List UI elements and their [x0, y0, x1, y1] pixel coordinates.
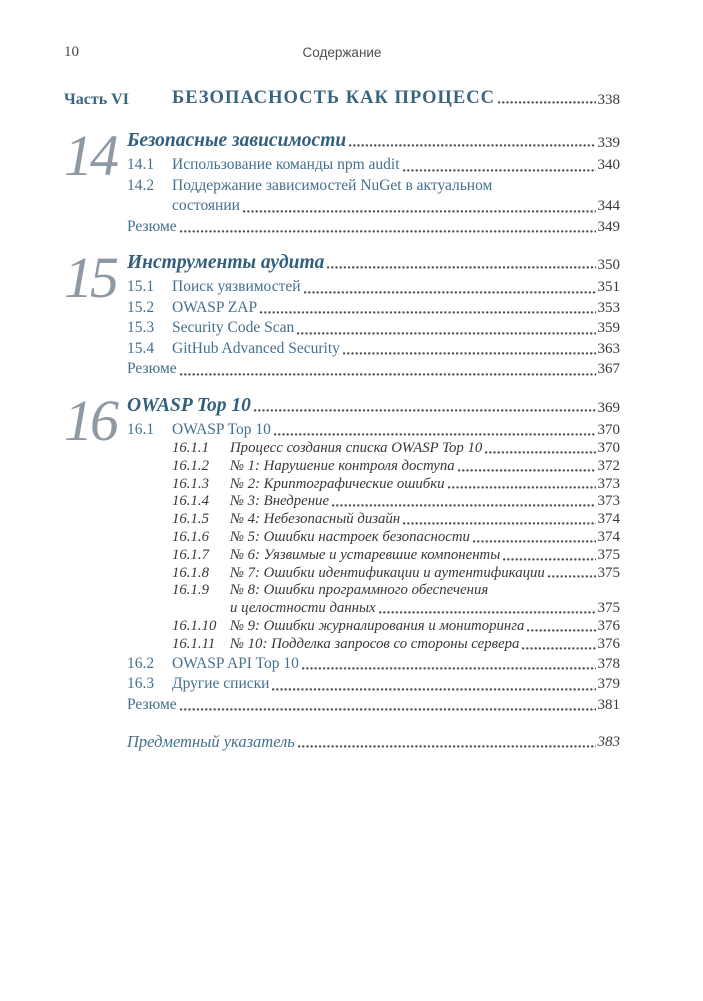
toc-entry — [127, 176, 620, 197]
entry-page: 375 — [597, 564, 620, 581]
entry-number: 16.1.4 — [172, 493, 209, 510]
entry-page: 381 — [597, 696, 620, 713]
chapter-title: Инструменты аудита — [127, 252, 325, 273]
entry-title: OWASP ZAP — [172, 298, 258, 316]
entry-number: 16.1.5 — [172, 511, 209, 528]
toc-entry-continuation — [172, 196, 620, 217]
folio-page-number: 10 — [64, 44, 79, 60]
dot-leader — [522, 647, 595, 650]
entry-page: 340 — [597, 157, 620, 173]
dot-leader — [254, 409, 596, 412]
entry-title: OWASP Top 10 — [172, 420, 271, 438]
entry-page: 376 — [597, 635, 620, 652]
dot-leader — [527, 629, 595, 632]
toc-entry — [127, 155, 620, 176]
dot-leader — [349, 144, 595, 147]
entry-page: 372 — [597, 457, 620, 474]
index-title: Предметный указатель — [127, 732, 295, 752]
chapter-page-number: 350 — [597, 257, 620, 273]
chapter-14-body — [127, 129, 620, 237]
entry-title: № 5: Ошибки настроек безопасности — [230, 528, 470, 545]
entry-page: 375 — [597, 600, 620, 617]
entry-title: Процесс создания списка OWASP Top 10 — [230, 440, 483, 456]
entry-title: Резюме — [127, 217, 177, 235]
dot-leader — [379, 611, 596, 614]
dot-leader — [243, 210, 596, 213]
dot-leader — [332, 504, 595, 507]
entry-title: № 7: Ошибки идентификации и аутентификации — [230, 564, 545, 581]
part-title: БЕЗОПАСНОСТЬ КАК ПРОЦЕСС — [172, 88, 495, 108]
entry-page: 373 — [597, 493, 620, 510]
entry-title: Поддержание зависимостей NuGet в актуальном — [172, 176, 493, 194]
entry-page: 359 — [597, 320, 620, 336]
index-page-number: 383 — [597, 734, 620, 751]
dot-leader — [272, 688, 595, 691]
dot-leader — [302, 667, 596, 670]
toc-subentry — [172, 565, 620, 583]
chapter-14-title-row — [127, 129, 620, 152]
entry-page: 370 — [597, 421, 620, 438]
toc-subentry — [172, 529, 620, 547]
dot-leader — [458, 469, 596, 472]
dot-leader — [503, 558, 595, 561]
entry-title: № 8: Ошибки программного обеспечения — [230, 582, 489, 599]
chapter-14-numeral: 14 — [64, 123, 116, 188]
entry-page: 378 — [597, 655, 620, 672]
entry-number: 16.1.10 — [172, 617, 217, 634]
toc-subentry — [172, 511, 620, 529]
entry-title-continuation: и целостности данных — [230, 600, 376, 617]
entry-number: 16.1.11 — [172, 635, 216, 652]
dot-leader — [180, 373, 596, 376]
dot-leader — [180, 230, 596, 233]
entry-title: Другие списки — [172, 675, 270, 693]
entry-number: 16.1.1 — [172, 440, 209, 456]
entry-title: Резюме — [127, 360, 177, 377]
entry-number: 16.1.2 — [172, 457, 209, 474]
chapter-15-block — [64, 245, 620, 380]
entry-page: 367 — [597, 361, 620, 377]
entry-number: 16.2 — [127, 654, 155, 672]
toc-subentry-continuation — [230, 600, 620, 618]
entry-page: 363 — [597, 340, 620, 357]
dot-leader — [298, 745, 596, 748]
entry-number: 16.1.7 — [172, 546, 209, 563]
chapter-page-number: 339 — [597, 135, 620, 151]
entry-number: 15.4 — [127, 339, 155, 357]
dot-leader — [327, 266, 595, 269]
entry-number: 15.2 — [127, 298, 155, 316]
entry-title: Использование команды npm audit — [172, 156, 400, 173]
toc-subentry — [172, 618, 620, 636]
toc-entry — [127, 318, 620, 339]
toc-subentry — [172, 636, 620, 654]
toc-entry — [127, 420, 620, 441]
entry-page: 351 — [597, 279, 620, 295]
toc-subentry — [172, 476, 620, 494]
dot-leader — [297, 332, 595, 335]
part-heading-row — [64, 88, 620, 109]
toc-entry — [127, 674, 620, 695]
entry-page: 375 — [597, 546, 620, 563]
chapter-15-body — [127, 251, 620, 380]
dot-leader — [548, 575, 596, 578]
dot-leader — [485, 451, 595, 454]
entry-number: 14.2 — [127, 176, 155, 194]
entry-page: 379 — [597, 676, 620, 693]
entry-title: Security Code Scan — [172, 319, 295, 336]
entry-number: 15.1 — [127, 278, 155, 295]
dot-leader — [403, 169, 596, 172]
entry-title: № 2: Криптографические ошибки — [230, 475, 445, 492]
entry-number: 16.1.3 — [172, 475, 209, 492]
chapter-16-block — [64, 387, 620, 716]
entry-title: № 6: Уязвимые и устаревшие компоненты — [230, 546, 501, 563]
entry-title: № 4: Небезопасный дизайн — [230, 511, 401, 528]
entry-page: 349 — [597, 218, 620, 235]
toc-subentry — [172, 458, 620, 476]
chapter-15-title-row — [127, 251, 620, 274]
chapter-title: Безопасные зависимости — [127, 130, 347, 151]
dot-leader — [260, 311, 595, 314]
toc-summary-entry — [127, 217, 620, 238]
entry-page: 374 — [597, 528, 620, 545]
entry-number: 16.3 — [127, 675, 155, 693]
toc-summary-entry — [127, 359, 620, 380]
dot-leader — [274, 433, 596, 436]
index-entry-row — [127, 731, 620, 753]
entry-page: 374 — [597, 511, 620, 528]
entry-number: 16.1.6 — [172, 528, 209, 545]
part-page-number: 338 — [597, 92, 620, 108]
dot-leader — [498, 101, 596, 104]
toc-summary-entry — [127, 695, 620, 716]
running-title: Содержание — [302, 45, 382, 60]
dot-leader — [304, 291, 596, 294]
entry-number: 16.1.8 — [172, 564, 209, 581]
entry-number: 14.1 — [127, 156, 155, 173]
toc-subentry — [172, 547, 620, 565]
running-head — [64, 44, 620, 62]
dot-leader — [343, 352, 596, 355]
dot-leader — [180, 708, 596, 711]
chapter-title: OWASP Top 10 — [127, 394, 251, 416]
entry-number: 16.1 — [127, 420, 155, 438]
chapter-16-title-row — [127, 394, 620, 417]
dot-leader — [403, 522, 595, 525]
chapter-16-body — [127, 394, 620, 716]
entry-title: Резюме — [127, 695, 177, 713]
toc-entry — [127, 339, 620, 360]
toc-entry — [127, 298, 620, 319]
entry-title: GitHub Advanced Security — [172, 339, 340, 357]
toc-entry — [127, 277, 620, 298]
entry-page: 376 — [597, 617, 620, 634]
chapter-page-number: 369 — [597, 399, 620, 416]
entry-number: 15.3 — [127, 319, 155, 336]
toc-entry — [127, 654, 620, 675]
chapter-16-numeral: 16 — [64, 387, 116, 453]
entry-page: 373 — [597, 475, 620, 492]
entry-page: 353 — [597, 299, 620, 316]
toc-subentry — [172, 493, 620, 511]
entry-title: № 1: Нарушение контроля доступа — [230, 457, 455, 474]
chapter-14-block — [64, 123, 620, 237]
part-label: Часть VI — [64, 91, 129, 108]
entry-title: № 9: Ошибки журналирования и мониторинга — [230, 617, 525, 634]
entry-title: № 3: Внедрение — [230, 493, 330, 510]
entry-page: 370 — [597, 440, 620, 456]
toc-subentry — [172, 440, 620, 458]
entry-title: Поиск уязвимостей — [172, 278, 301, 295]
dot-leader — [448, 486, 596, 489]
chapter-15-numeral: 15 — [64, 245, 116, 310]
entry-number: 16.1.9 — [172, 582, 209, 599]
dot-leader — [473, 540, 596, 543]
toc-subentry — [172, 582, 620, 600]
entry-title: № 10: Подделка запросов со стороны сервера — [230, 635, 520, 652]
entry-page: 344 — [597, 198, 620, 214]
entry-title: OWASP API Top 10 — [172, 654, 299, 672]
entry-title-continuation: состоянии — [172, 197, 240, 214]
